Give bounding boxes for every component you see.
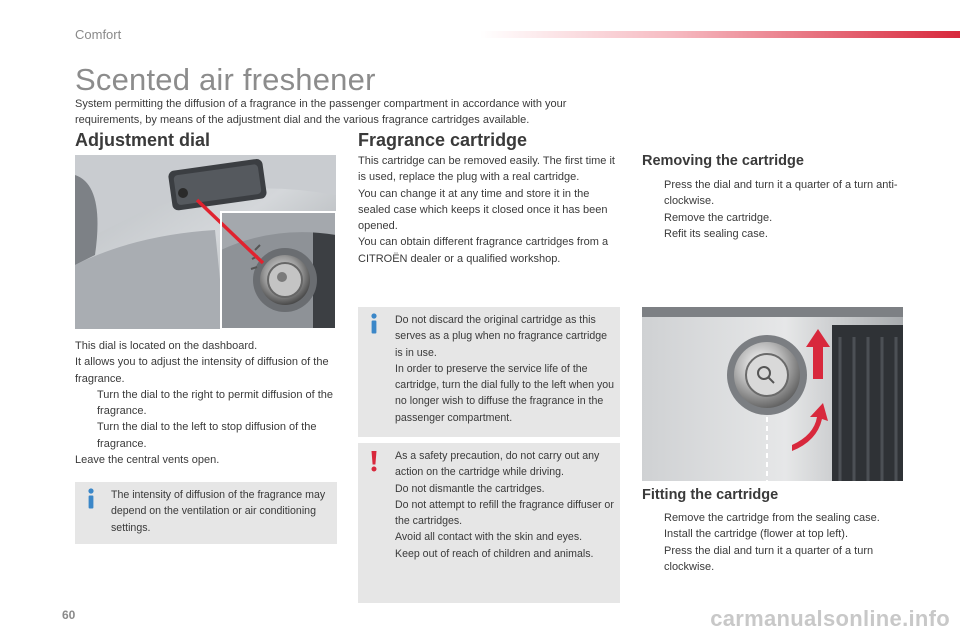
info-note-text: The intensity of diffusion of the fragrance may depend on the ventilation or air conditioning settings. (111, 489, 326, 534)
list-item: Turn the dial to the right to permit diffusion of the fragrance. (75, 387, 337, 420)
fitting-cartridge-heading: Fitting the cartridge (642, 487, 779, 503)
page-title: Scented air freshener (75, 62, 376, 97)
checkbox-bullet-icon (642, 177, 664, 210)
checkbox-bullet-icon (642, 510, 664, 526)
cartridge-dial-photo (642, 307, 903, 481)
list-item: Refit its sealing case. (642, 226, 904, 242)
checkbox-bullet-icon (642, 543, 664, 576)
section-label: Comfort (75, 27, 122, 42)
removing-cartridge-heading: Removing the cartridge (642, 153, 804, 169)
adjustment-dial-text (75, 338, 337, 468)
page-number: 60 (62, 608, 76, 622)
dashboard-dial-illustration (75, 155, 336, 329)
cartridge-storage-text: You can change it at any time and store it in the sealed case which keeps it closed once it has been opened. (358, 187, 608, 233)
checkbox-bullet-icon (642, 210, 664, 226)
cartridge-removal-text: This cartridge can be removed easily. The first time it is used, replace the plug with a real cartridge. (358, 155, 615, 184)
fragrance-cartridge-text (358, 153, 620, 267)
dial-purpose-text: It allows you to adjust the intensity of diffusion of the fragrance. (75, 356, 329, 385)
dashboard-dial-photo (75, 155, 336, 329)
cartridge-dealer-text: You can obtain different fragrance cartridges from a CITROËN dealer or a qualified workshop. (358, 236, 609, 265)
list-item: Remove the cartridge from the sealing case. (642, 510, 904, 526)
list-item: Press the dial and turn it a quarter of a turn anti-clockwise. (642, 177, 904, 210)
adjustment-dial-heading: Adjustment dial (75, 130, 211, 150)
list-item: Install the cartridge (flower at top left). (642, 526, 904, 542)
list-item: Remove the cartridge. (642, 210, 904, 226)
removing-steps (642, 177, 904, 242)
warning-note-cartridge (358, 443, 620, 603)
watermark: carmanualsonline.info (710, 606, 950, 631)
header-rule (480, 31, 960, 38)
cartridge-dial-illustration (642, 307, 903, 481)
checkbox-bullet-icon (642, 226, 664, 242)
vents-text: Leave the central vents open. (75, 454, 220, 467)
info-note-text: Do not discard the original cartridge as this serves as a plug when no fragrance cartridge is in use. In order to preserve the service life of the cartridge, turn the dial fully to the left when you no longer wish to diffuse the fragrance in the passenger compartment. (395, 314, 615, 424)
warning-note-text: As a safety precaution, do not carry out any action on the cartridge while driving. Do not dismantle the cartridges. Do not attempt to refill the fragrance diffuser or the cartridges. Avoid all contact with the skin and eyes. Keep out of reach of children and animals. (395, 450, 614, 560)
fitting-steps (642, 510, 904, 575)
checkbox-bullet-icon (75, 387, 97, 420)
fragrance-cartridge-heading: Fragrance cartridge (358, 130, 528, 150)
info-icon (367, 313, 381, 335)
dial-location-text: This dial is located on the dashboard. (75, 340, 258, 352)
info-icon (84, 488, 98, 510)
warning-icon (367, 450, 381, 472)
checkbox-bullet-icon (642, 526, 664, 542)
info-note-cartridge (358, 307, 620, 437)
intro-text: System permitting the diffusion of a fragrance in the passenger compartment in accordance with your requirements, by means of the adjustment dial and the various fragrance cartridges available. (75, 98, 567, 126)
checkbox-bullet-icon (75, 419, 97, 452)
info-note-intensity (75, 482, 337, 544)
list-item: Press the dial and turn it a quarter of a turn clockwise. (642, 543, 904, 576)
list-item: Turn the dial to the left to stop diffusion of the fragrance. (75, 419, 337, 452)
